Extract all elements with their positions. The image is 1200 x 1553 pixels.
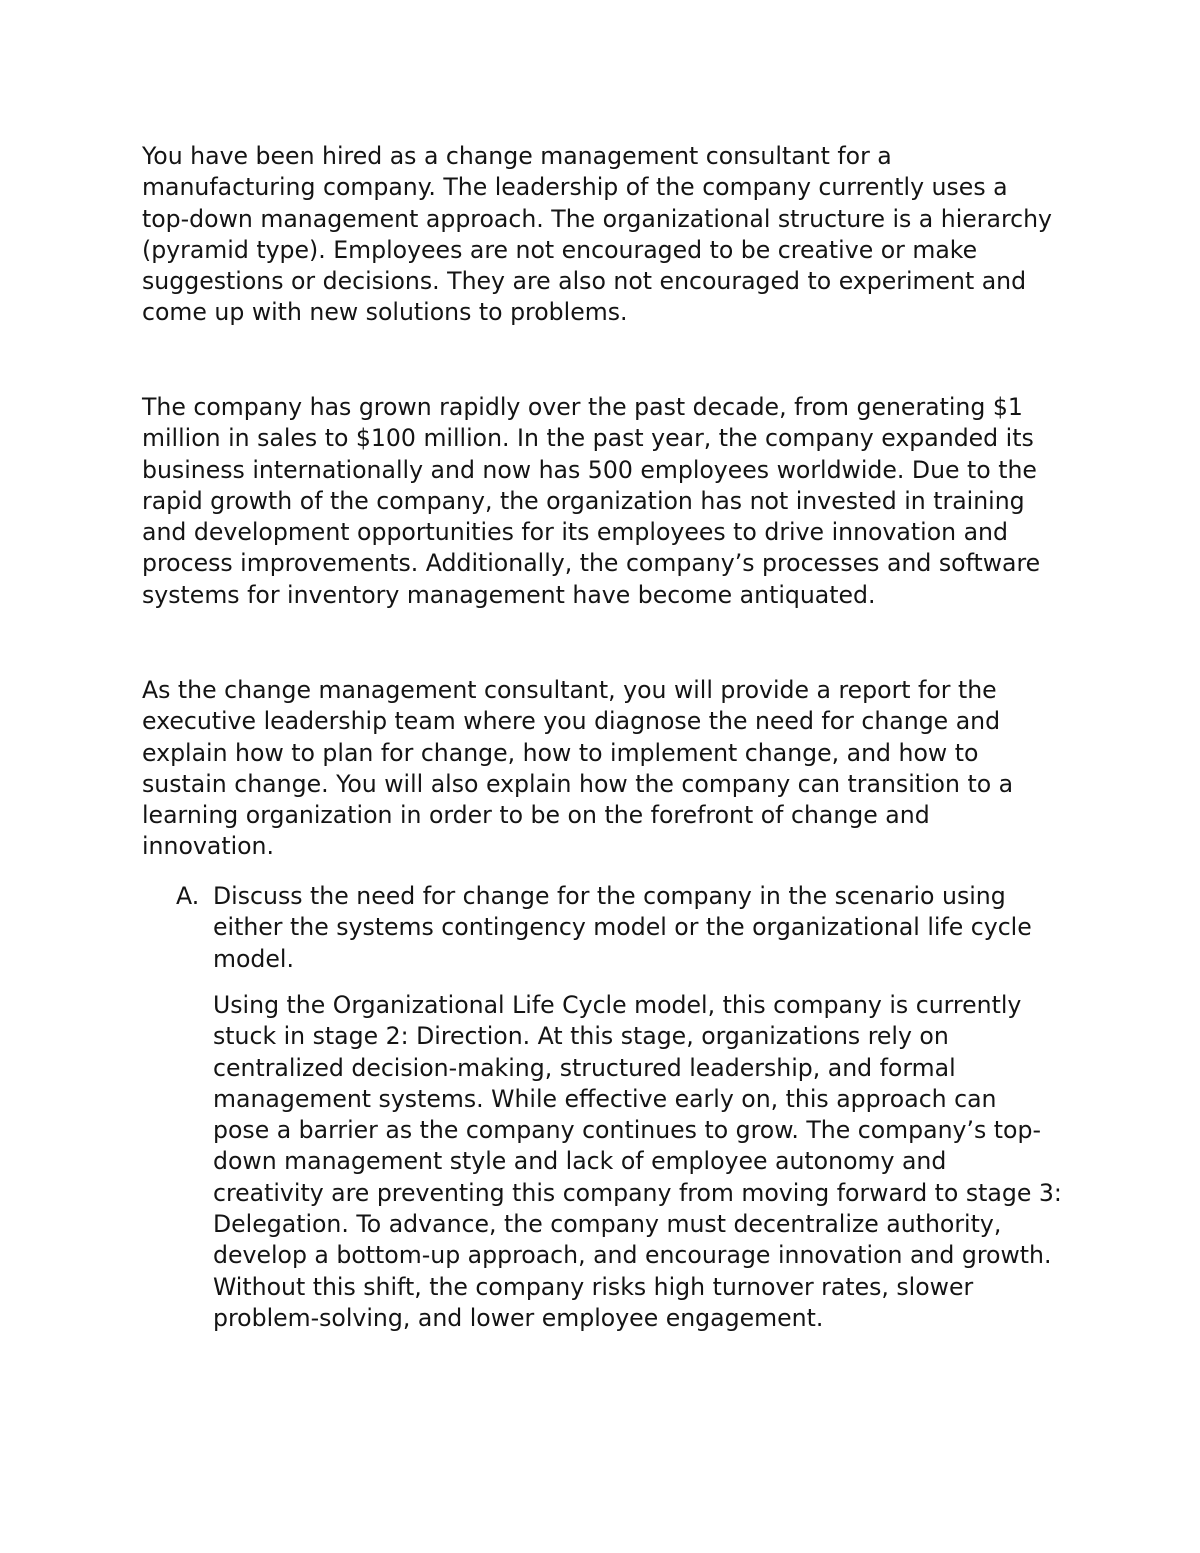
text-line: innovation. [142, 832, 275, 861]
text-line: The company has grown rapidly over the past decade, from generating $1 [142, 393, 1023, 421]
text-line: come up with new solutions to problems. [142, 298, 628, 327]
text-line: Using the Organizational Life Cycle model, this company is currently [213, 991, 1022, 1019]
text-line: model. [213, 944, 294, 973]
text-line: develop a bottom-up approach, and encourage innovation and growth. [213, 1241, 1052, 1270]
text-line: explain how to plan for change, how to implement change, and how to [142, 738, 979, 767]
text-line: Delegation. To advance, the company must decentralize authority, [213, 1210, 1002, 1239]
text-line: and development opportunities for its employees to drive innovation and [142, 518, 1008, 547]
list-item-a-text [213, 881, 1032, 975]
list-item-marker: A. [176, 882, 200, 910]
text-line: You have been hired as a change management consultant for a [142, 142, 892, 170]
scenario-paragraph-1 [142, 141, 1052, 329]
text-line: pose a barrier as the company continues to grow. The company’s top- [213, 1116, 1041, 1145]
text-line: executive leadership team where you diagnose the need for change and [142, 707, 1001, 736]
text-line: Discuss the need for change for the company in the scenario using [213, 882, 1006, 910]
text-line: management systems. While effective early on, this approach can [213, 1084, 997, 1113]
text-line: process improvements. Additionally, the company’s processes and software [142, 549, 1041, 578]
text-line: million in sales to $100 million. In the past year, the company expanded its [142, 424, 1034, 453]
text-line: Without this shift, the company risks high turnover rates, slower [213, 1272, 974, 1301]
text-line: business internationally and now has 500 employees worldwide. Due to the [142, 455, 1037, 484]
text-line: learning organization in order to be on the forefront of change and [142, 801, 930, 830]
text-line: creativity are preventing this company from moving forward to stage 3: [213, 1178, 1062, 1207]
text-line: top-down management approach. The organizational structure is a hierarchy [142, 204, 1053, 233]
text-line: centralized decision-making, structured leadership, and formal [213, 1053, 956, 1082]
text-line: problem-solving, and lower employee engagement. [213, 1303, 824, 1332]
text-line: suggestions or decisions. They are also not encouraged to experiment and [142, 267, 1027, 296]
text-line: systems for inventory management have become antiquated. [142, 580, 876, 609]
answer-paragraph [213, 990, 1062, 1334]
text-line: down management style and lack of employee autonomy and [213, 1147, 947, 1176]
text-line: rapid growth of the company, the organization has not invested in training [142, 486, 1025, 515]
scenario-paragraph-2 [142, 392, 1040, 611]
text-line: As the change management consultant, you will provide a report for the [142, 676, 997, 704]
text-line: manufacturing company. The leadership of the company currently uses a [142, 173, 1008, 202]
text-line: either the systems contingency model or the organizational life cycle [213, 913, 1032, 942]
task-paragraph [142, 675, 1013, 863]
text-line: (pyramid type). Employees are not encouraged to be creative or make [142, 235, 978, 264]
text-line: stuck in stage 2: Direction. At this stage, organizations rely on [213, 1022, 949, 1051]
text-line: sustain change. You will also explain how the company can transition to a [142, 769, 1014, 798]
